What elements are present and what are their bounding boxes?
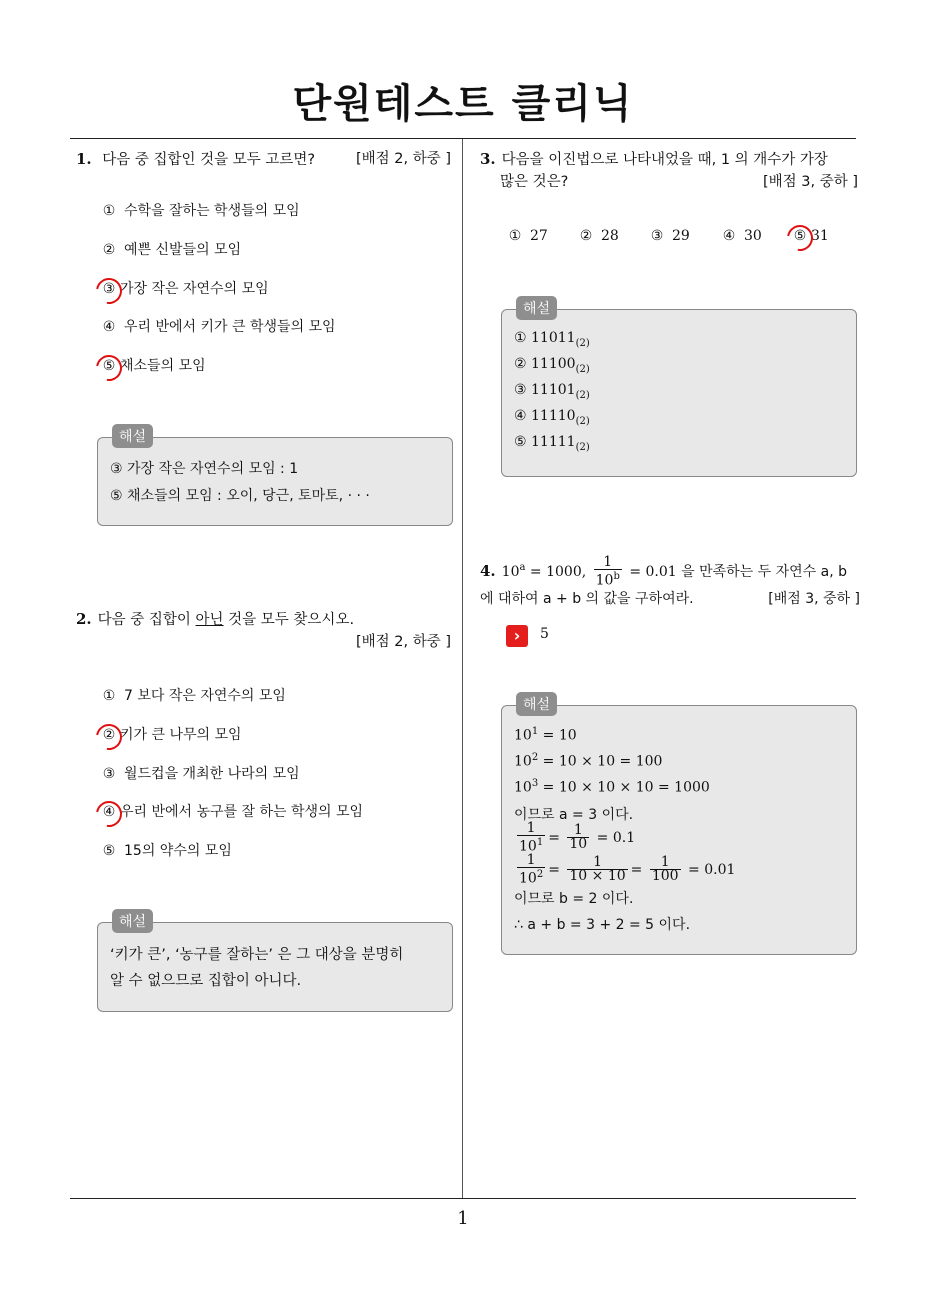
q3-explanation-box bbox=[501, 301, 857, 477]
option-mark: ② bbox=[579, 228, 593, 244]
explanation-line: $\frac{1}{10^2}$ = $\frac{1}{10 \times 10}$ = $\frac{1}{100}$ = 0.01 bbox=[519, 852, 736, 887]
question-text: 것을 모두 찾으시오. bbox=[223, 612, 355, 628]
option-text: 키가 큰 나무의 모임 bbox=[120, 727, 242, 743]
explanation-line: $\frac{1}{10^1}$ = $\frac{1}{10}$ = 0.1 bbox=[519, 820, 636, 855]
fraction: $\frac{1}{10^b}$ bbox=[595, 554, 620, 589]
option-mark: ④ bbox=[722, 228, 736, 244]
q2-explanation-box bbox=[97, 914, 453, 1012]
option-3[interactable] bbox=[100, 763, 300, 783]
explanation-line: $10^3 = 10 \times 10 \times 10 = 1000$ bbox=[514, 778, 710, 796]
question-4: 4. 10$^a$ = 1000, $\frac{1}{10^b}$ = 0.01 을 만족하는 두 자연수 a, b 에 대하여 a + b 의 값을 구하여라. [배점 3, 중하 ] bbox=[480, 556, 860, 610]
page-title: 단원테스트 클리닉 bbox=[292, 81, 634, 127]
option-mark: ① bbox=[102, 688, 116, 704]
option-mark: ④ bbox=[102, 319, 116, 335]
answer-value: 5 bbox=[540, 626, 549, 642]
q1-options bbox=[100, 200, 450, 390]
question-3 bbox=[480, 148, 858, 193]
question-text: 을 만족하는 두 자연수 a, b bbox=[681, 563, 848, 580]
option-text: 27 bbox=[530, 228, 548, 244]
question-text: 많은 것은? bbox=[500, 174, 569, 190]
question-text: 다음 중 집합인 것을 모두 고르면? bbox=[102, 152, 316, 168]
option-1[interactable] bbox=[100, 200, 300, 220]
question-number: 3. bbox=[480, 150, 496, 168]
option-text: 월드컵을 개최한 나라의 모임 bbox=[124, 766, 300, 782]
bottom-rule bbox=[70, 1198, 856, 1199]
option-4[interactable] bbox=[720, 228, 762, 244]
question-number: 2. bbox=[76, 610, 92, 628]
explanation-line: ⑤ $11111_{(2)}$ bbox=[514, 434, 590, 453]
explanation-line: ① $11011_{(2)}$ bbox=[514, 330, 590, 349]
option-mark: ⑤ bbox=[102, 843, 116, 859]
question-1 bbox=[76, 148, 451, 171]
option-text: 31 bbox=[811, 228, 829, 244]
option-mark-circled: ③ bbox=[100, 281, 118, 297]
option-4[interactable] bbox=[100, 801, 363, 821]
explanation-line: 알 수 없으므로 집합이 아니다. bbox=[110, 973, 302, 989]
option-mark-circled: ⑤ bbox=[791, 228, 809, 244]
option-text: 우리 반에서 농구를 잘 하는 학생의 모임 bbox=[120, 804, 364, 820]
option-mark-circled: ② bbox=[100, 727, 118, 743]
option-mark: ③ bbox=[650, 228, 664, 244]
option-text: 15의 약수의 모임 bbox=[124, 843, 232, 859]
explanation-line: ∴ a + b = 3 + 2 = 5 이다. bbox=[514, 917, 691, 933]
explanation-line: ④ $11110_{(2)}$ bbox=[514, 408, 590, 427]
question-meta: [배점 2, 하중 ] bbox=[355, 634, 451, 650]
option-4[interactable] bbox=[100, 316, 336, 336]
top-rule bbox=[70, 138, 856, 139]
question-text: 에 대하여 a + b 의 값을 구하여라. bbox=[480, 590, 694, 607]
option-5[interactable] bbox=[100, 355, 206, 375]
option-text: 29 bbox=[672, 228, 690, 244]
q3-options bbox=[506, 228, 846, 250]
q4-explanation-box bbox=[501, 697, 857, 955]
option-mark-circled: ⑤ bbox=[100, 358, 118, 374]
option-mark: ② bbox=[102, 242, 116, 258]
option-text: 가장 작은 자연수의 모임 bbox=[120, 281, 269, 297]
option-text: 28 bbox=[601, 228, 619, 244]
column-divider bbox=[462, 139, 463, 1199]
option-mark: ③ bbox=[102, 766, 116, 782]
answer-arrow-icon: › bbox=[506, 625, 528, 647]
question-meta: [배점 2, 하중 ] bbox=[355, 151, 451, 167]
option-2[interactable] bbox=[100, 239, 241, 259]
explanation-line: ‘키가 큰’, ‘농구를 잘하는’ 은 그 대상을 분명히 bbox=[110, 947, 404, 963]
option-text: 채소들의 모임 bbox=[120, 358, 206, 374]
option-text: 수학을 잘하는 학생들의 모임 bbox=[124, 203, 300, 219]
question-number: 1. bbox=[76, 150, 92, 168]
option-text: 30 bbox=[744, 228, 762, 244]
option-2[interactable] bbox=[100, 724, 242, 744]
question-text: 다음 중 집합이 bbox=[97, 612, 196, 628]
explanation-line: $10^2 = 10 \times 10 = 100$ bbox=[514, 752, 663, 770]
question-number: 4. bbox=[480, 561, 496, 580]
q1-explanation-box bbox=[97, 429, 453, 526]
explanation-line: ③ $11101_{(2)}$ bbox=[514, 382, 590, 401]
option-mark: ① bbox=[102, 203, 116, 219]
explanation-line: ⑤ 채소들의 모임 : 오이, 당근, 토마토, · · · bbox=[110, 488, 370, 504]
explanation-line: 이므로 b = 2 이다. bbox=[514, 891, 634, 907]
option-mark: ① bbox=[508, 228, 522, 244]
explanation-label: 해설 bbox=[516, 692, 557, 716]
option-1[interactable] bbox=[506, 228, 548, 244]
page-number: 1 bbox=[457, 1208, 469, 1229]
question-meta: [배점 3, 중하 ] bbox=[768, 590, 860, 607]
option-3[interactable] bbox=[648, 228, 690, 244]
option-text: 예쁜 신발들의 모임 bbox=[124, 242, 242, 258]
option-5[interactable] bbox=[791, 228, 829, 244]
explanation-line: ② $11100_{(2)}$ bbox=[514, 356, 590, 375]
option-3[interactable] bbox=[100, 278, 269, 298]
option-text: 7 보다 작은 자연수의 모임 bbox=[124, 688, 286, 704]
q2-options bbox=[100, 685, 450, 875]
explanation-label: 해설 bbox=[112, 909, 153, 933]
explanation-line: 이므로 a = 3 이다. bbox=[514, 807, 634, 823]
option-5[interactable] bbox=[100, 840, 232, 860]
question-2 bbox=[76, 608, 451, 653]
explanation-label: 해설 bbox=[112, 424, 153, 448]
explanation-label: 해설 bbox=[516, 296, 557, 320]
option-1[interactable] bbox=[100, 685, 286, 705]
option-2[interactable] bbox=[577, 228, 619, 244]
question-meta: [배점 3, 중하 ] bbox=[762, 174, 858, 190]
option-mark-circled: ④ bbox=[100, 804, 118, 820]
option-text: 우리 반에서 키가 큰 학생들의 모임 bbox=[124, 319, 336, 335]
explanation-line: $10^1 = 10$ bbox=[514, 726, 577, 744]
question-text-underlined: 아닌 bbox=[195, 612, 224, 628]
question-text: 다음을 이진법으로 나타내었을 때, 1 의 개수가 가장 bbox=[501, 152, 828, 168]
explanation-line: ③ 가장 작은 자연수의 모임 : 1 bbox=[110, 461, 299, 477]
